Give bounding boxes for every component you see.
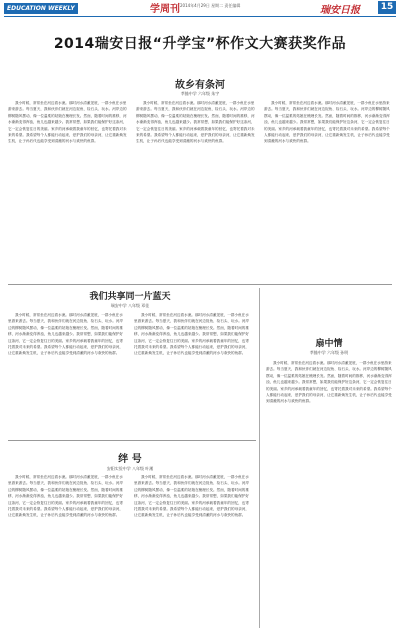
essay-1-title: 故乡有条河 [175,80,225,91]
section-divider-2 [8,440,256,441]
essay-4-text: 我小时候，常常坐在河边看水流。那时河水清澈见底，一群小鱼在水里游来游去。每当夏天，我和伙伴们就在河边捉鱼、捡石头、玩水。河岸边的柳树随风摆动，像一位温柔的姑娘在梳理长发。然而，随着时间的推移，河水渐渐变得浑浊，鱼儿也越来越少。我常常想，如果我们能保护好这条河，它一定会恢复往日的美丽。家乡的河承载着我童年的回忆，也寄托着我对未来的希望。我希望每个人都能行动起来，爱护我们的母亲河，让它重新焕发生机，让子孙后代也能享受到清澈的河水与欢快的鱼群。 [266,361,392,404]
essay-3-text-1: 我小时候，常常坐在河边看水流。那时河水清澈见底，一群小鱼在水里游来游去。每当夏天，我和伙伴们就在河边捉鱼、捡石头、玩水。河岸边的柳树随风摆动，像一位温柔的姑娘在梳理长发。然而，随着时间的推移，河水渐渐变得浑浊，鱼儿也越来越少。我常常想，如果我们能保护好这条河，它一定会恢复往日的美丽。家乡的河承载着我童年的回忆，也寄托着我对未来的希望。我希望每个人都能行动起来，爱护我们的母亲河，让它重新焕发生机，让子孙后代也能享受到清澈的河水与欢快的鱼群。 [8,475,123,518]
essay-2-byline: 瑞安中学 八年级 邓佳 [110,303,150,308]
essay-3-col-1 [8,474,126,628]
page-header [0,0,400,17]
essay-1-text-2: 我小时候，常常坐在河边看水流。那时河水清澈见底，一群小鱼在水里游来游去。每当夏天，我和伙伴们就在河边捉鱼、捡石头、玩水。河岸边的柳树随风摆动，像一位温柔的姑娘在梳理长发。然而，随着时间的推移，河水渐渐变得浑浊，鱼儿也越来越少。我常常想，如果我们能保护好这条河，它一定会恢复往日的美丽。家乡的河承载着我童年的回忆，也寄托着我对未来的希望。我希望每个人都能行动起来，爱护我们的母亲河，让它重新焕发生机，让子孙后代也能享受到清澈的河水与欢快的鱼群。 [136,101,255,144]
header-rule [4,16,396,17]
essay-1-col-2 [136,100,256,280]
column-divider [259,288,260,628]
section-divider-1 [8,284,392,285]
essay-4-title: 扇中情 [315,339,343,349]
essay-1-text-3: 我小时候，常常坐在河边看水流。那时河水清澈见底，一群小鱼在水里游来游去。每当夏天，我和伙伴们就在河边捉鱼、捡石头、玩水。河岸边的柳树随风摆动，像一位温柔的姑娘在梳理长发。然而，随着时间的推移，河水渐渐变得浑浊，鱼儿也越来越少。我常常想，如果我们能保护好这条河，它一定会恢复往日的美丽。家乡的河承载着我童年的回忆，也寄托着我对未来的希望。我希望每个人都能行动起来，爱护我们的母亲河，让它重新焕发生机，让子孙后代也能享受到清澈的河水与欢快的鱼群。 [264,101,390,144]
essay-3-col-2 [134,474,252,628]
essay-3-title: 绊 号 [118,454,142,465]
issue-date: 2014年4月29日 星期二 责任编辑 [180,3,241,8]
essay-3-byline: 安阳实验中学 八年级 叶湘 [106,466,154,471]
essay-1-byline: 莘塍中学 六年级 朱宇 [180,91,220,96]
essay-1-text-1: 我小时候，常常坐在河边看水流。那时河水清澈见底，一群小鱼在水里游来游去。每当夏天，我和伙伴们就在河边捉鱼、捡石头、玩水。河岸边的柳树随风摆动，像一位温柔的姑娘在梳理长发。然而，随着时间的推移，河水渐渐变得浑浊，鱼儿也越来越少。我常常想，如果我们能保护好这条河，它一定会恢复往日的美丽。家乡的河承载着我童年的回忆，也寄托着我对未来的希望。我希望每个人都能行动起来，爱护我们的母亲河，让它重新焕发生机，让子孙后代也能享受到清澈的河水与欢快的鱼群。 [8,101,127,144]
newspaper-logo: 瑞安日报 [320,5,360,16]
essay-4-col [266,360,392,628]
essay-1-col-1 [8,100,128,280]
essay-2-text-2: 我小时候，常常坐在河边看水流。那时河水清澈见底，一群小鱼在水里游来游去。每当夏天，我和伙伴们就在河边捉鱼、捡石头、玩水。河岸边的柳树随风摆动，像一位温柔的姑娘在梳理长发。然而，随着时间的推移，河水渐渐变得浑浊，鱼儿也越来越少。我常常想，如果我们能保护好这条河，它一定会恢复往日的美丽。家乡的河承载着我童年的回忆，也寄托着我对未来的希望。我希望每个人都能行动起来，爱护我们的母亲河，让它重新焕发生机，让子孙后代也能享受到清澈的河水与欢快的鱼群。 [134,313,249,356]
essay-1-col-3 [264,100,392,280]
page-number: 15 [378,1,396,14]
essay-4-byline: 莘塍中学 六年级 孙明 [309,350,349,355]
section-label: EDUCATION WEEKLY [4,3,78,14]
essay-2-col-2 [134,312,252,436]
section-title: 学周刊 [150,4,180,15]
essay-2-title: 我们共享同一片蓝天 [89,292,171,302]
contest-title: 2014瑞安日报“升学宝”杯作文大赛获奖作品 [53,36,347,52]
essay-2-text-1: 我小时候，常常坐在河边看水流。那时河水清澈见底，一群小鱼在水里游来游去。每当夏天，我和伙伴们就在河边捉鱼、捡石头、玩水。河岸边的柳树随风摆动，像一位温柔的姑娘在梳理长发。然而，随着时间的推移，河水渐渐变得浑浊，鱼儿也越来越少。我常常想，如果我们能保护好这条河，它一定会恢复往日的美丽。家乡的河承载着我童年的回忆，也寄托着我对未来的希望。我希望每个人都能行动起来，爱护我们的母亲河，让它重新焕发生机，让子孙后代也能享受到清澈的河水与欢快的鱼群。 [8,313,123,356]
essay-3-text-2: 我小时候，常常坐在河边看水流。那时河水清澈见底，一群小鱼在水里游来游去。每当夏天，我和伙伴们就在河边捉鱼、捡石头、玩水。河岸边的柳树随风摆动，像一位温柔的姑娘在梳理长发。然而，随着时间的推移，河水渐渐变得浑浊，鱼儿也越来越少。我常常想，如果我们能保护好这条河，它一定会恢复往日的美丽。家乡的河承载着我童年的回忆，也寄托着我对未来的希望。我希望每个人都能行动起来，爱护我们的母亲河，让它重新焕发生机，让子孙后代也能享受到清澈的河水与欢快的鱼群。 [134,475,249,518]
essay-2-col-1 [8,312,126,436]
